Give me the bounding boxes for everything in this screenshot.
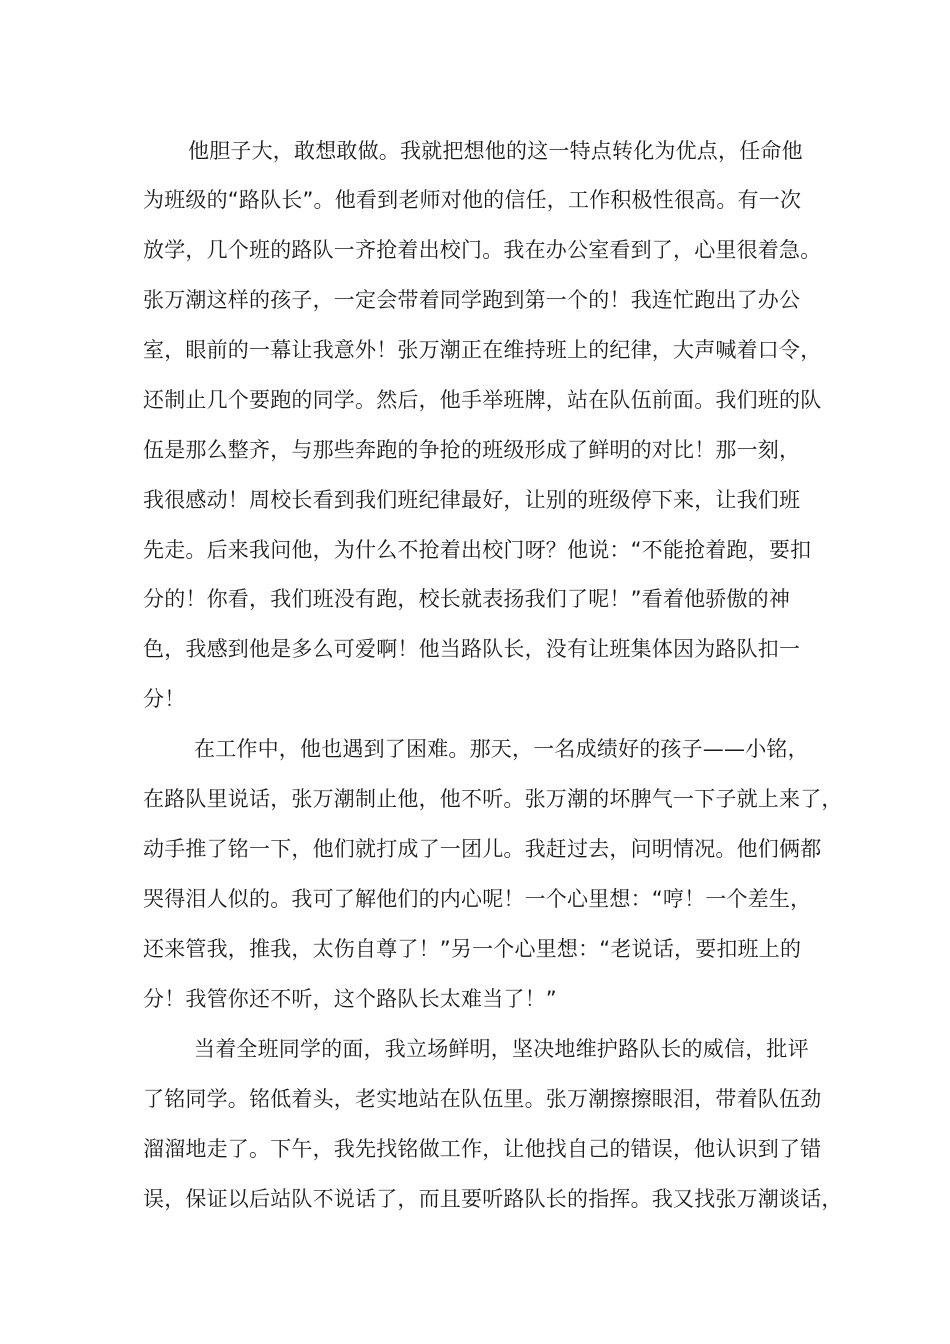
text-line: 先走。后来我问他，为什么不抢着出校门呀？他说：“不能抢着跑，要扣 bbox=[143, 538, 812, 562]
text-line: 张万潮这样的孩子，一定会带着同学跑到第一个的！我连忙跑出了办公 bbox=[143, 288, 801, 312]
text-line: 还来管我，推我，太伤自尊了！”另一个心里想：“老说话，要扣班上的 bbox=[143, 937, 802, 961]
text-line: 室，眼前的一幕让我意外！张万潮正在维持班上的纪律，大声喊着口令， bbox=[143, 338, 822, 362]
text-line: 色，我感到他是多么可爱啊！他当路队长，没有让班集体因为路队扣一 bbox=[143, 637, 801, 661]
text-line: 分！ bbox=[143, 687, 186, 711]
text-line: 误，保证以后站队不说话了，而且要听路队长的指挥。我又找张万潮谈话， bbox=[143, 1187, 843, 1211]
text-line: 溜溜地走了。下午，我先找铭做工作，让他找自己的错误，他认识到了错 bbox=[143, 1137, 822, 1161]
text-line: 在路队里说话，张万潮制止他，他不听。张万潮的坏脾气一下子就上来了， bbox=[143, 787, 843, 811]
text-line: 还制止几个要跑的同学。然后，他手举班牌，站在队伍前面。我们班的队 bbox=[143, 388, 822, 412]
text-line: 我很感动！周校长看到我们班纪律最好，让别的班级停下来，让我们班 bbox=[143, 488, 801, 512]
text-line: 动手推了铭一下，他们就打成了一团儿。我赶过去，问明情况。他们俩都 bbox=[143, 837, 822, 861]
text-line: 他胆子大，敢想敢做。我就把想他的这一特点转化为优点，任命他 bbox=[188, 139, 803, 163]
text-line: 在工作中，他也遇到了困难。那天，一名成绩好的孩子——小铭， bbox=[194, 737, 809, 761]
text-line: 当着全班同学的面，我立场鲜明，坚决地维护路队长的威信，批评 bbox=[194, 1037, 809, 1061]
text-line: 哭得泪人似的。我可了解他们的内心呢！一个心里想：“哼！一个差生， bbox=[143, 887, 812, 911]
text-line: 分！我管你还不听，这个路队长太难当了！” bbox=[143, 987, 557, 1011]
text-line: 放学，几个班的路队一齐抢着出校门。我在办公室看到了，心里很着急。 bbox=[143, 238, 822, 262]
text-line: 伍是那么整齐，与那些奔跑的争抢的班级形成了鲜明的对比！那一刻， bbox=[143, 438, 801, 462]
text-line: 了铭同学。铭低着头，老实地站在队伍里。张万潮擦擦眼泪，带着队伍劲 bbox=[143, 1087, 822, 1111]
text-line: 为班级的“路队长”。他看到老师对他的信任，工作积极性很高。有一次 bbox=[143, 188, 802, 212]
text-line: 分的！你看，我们班没有跑，校长就表扬我们了呢！”看着他骄傲的神 bbox=[143, 587, 791, 611]
